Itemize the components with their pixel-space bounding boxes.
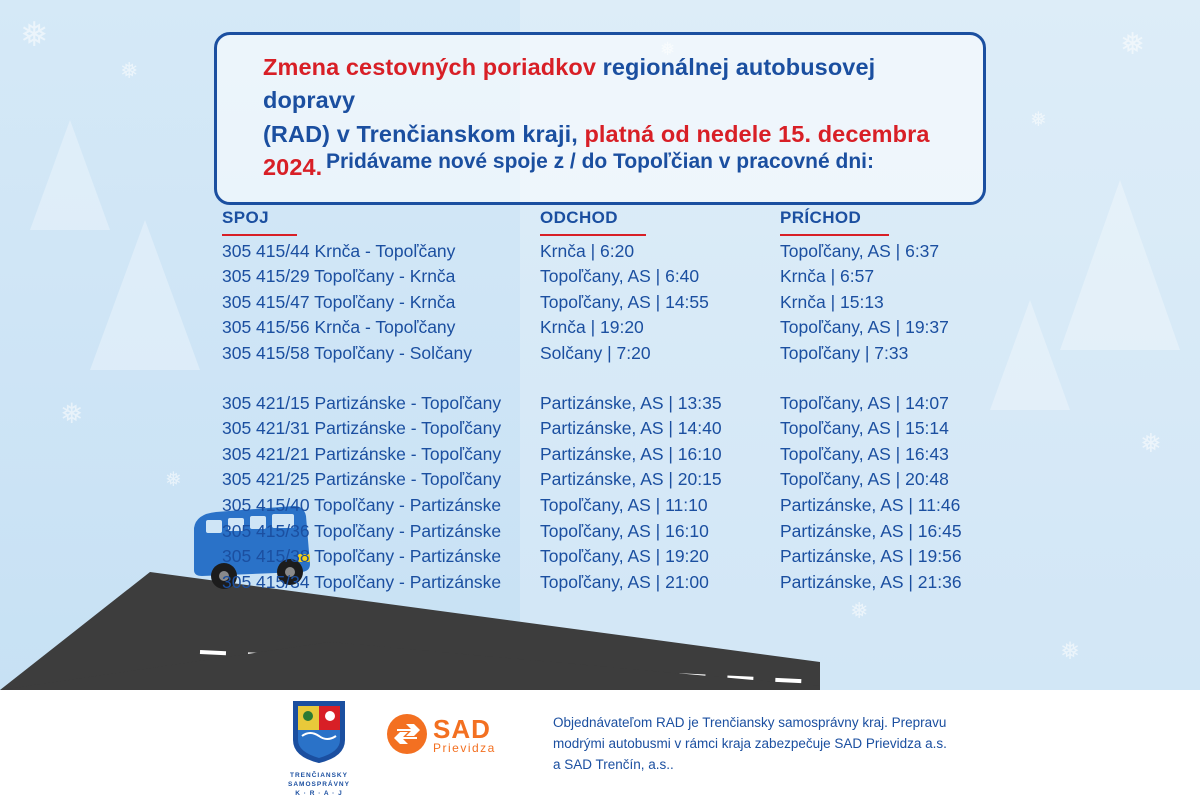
- table-row: [222, 391, 982, 417]
- table-group-1: [222, 239, 982, 367]
- cell-spoj: 305 415/47 Topoľčany - Krnča: [222, 291, 456, 312]
- cell-odchod: Partizánske, AS | 14:40: [540, 418, 722, 439]
- cell-prichod: Topoľčany, AS | 20:48: [780, 469, 949, 490]
- cell-spoj: 305 415/40 Topoľčany - Partizánske: [222, 494, 502, 515]
- cell-spoj: 305 415/44 Krnča - Topoľčany: [222, 240, 456, 261]
- cell-spoj: 305 415/29 Topoľčany - Krnča: [222, 266, 456, 287]
- cell-odchod: Topoľčany, AS | 16:10: [540, 520, 709, 541]
- table-row: [222, 442, 982, 468]
- cell-spoj: 305 415/36 Topoľčany - Partizánske: [222, 520, 502, 541]
- cell-odchod: Topoľčany, AS | 21:00: [540, 571, 709, 592]
- table-row: [222, 493, 982, 519]
- cell-prichod: Topoľčany, AS | 16:43: [780, 443, 949, 464]
- cell-prichod: Topoľčany, AS | 6:37: [780, 240, 940, 261]
- timetable: [222, 205, 982, 595]
- column-header-odchod: ODCHOD: [540, 205, 780, 239]
- table-group-2: [222, 391, 982, 596]
- column-header-spoj: SPOJ: [222, 205, 540, 239]
- cell-prichod: Partizánske, AS | 11:46: [780, 494, 961, 515]
- table-row: [222, 570, 982, 596]
- tsk-crest: [286, 700, 352, 798]
- cell-prichod: Topoľčany, AS | 15:14: [780, 418, 949, 439]
- cell-odchod: Partizánske, AS | 20:15: [540, 469, 722, 490]
- snowflake-icon: ❅: [120, 58, 139, 83]
- title-part-red-2: platná od nedele 15. decembra 2024.: [263, 120, 930, 181]
- cell-odchod: Krnča | 19:20: [540, 317, 644, 338]
- cell-spoj: 305 421/31 Partizánske - Topoľčany: [222, 418, 502, 439]
- cell-prichod: Partizánske, AS | 16:45: [780, 520, 962, 541]
- table-row: [222, 315, 982, 341]
- cell-odchod: Partizánske, AS | 16:10: [540, 443, 722, 464]
- title-part-blue-2: (RAD) v Trenčianskom kraji,: [263, 120, 585, 147]
- cell-spoj: 305 415/58 Topoľčany - Solčany: [222, 342, 472, 363]
- cell-prichod: Krnča | 15:13: [780, 291, 884, 312]
- cell-prichod: Topoľčany, AS | 14:07: [780, 392, 949, 413]
- footer-note: [553, 712, 983, 775]
- sad-subtitle: Prievidza: [433, 740, 496, 755]
- cell-odchod: Topoľčany, AS | 14:55: [540, 291, 709, 312]
- subtitle: Pridávame nové spoje z / do Topoľčian v pracovné dni:: [326, 150, 874, 173]
- sad-name: SAD: [433, 713, 491, 744]
- cell-prichod: Partizánske, AS | 21:36: [780, 571, 962, 592]
- sad-arrows-icon: [385, 712, 429, 756]
- cell-odchod: Solčany | 7:20: [540, 342, 651, 363]
- table-row: [222, 519, 982, 545]
- cell-prichod: Krnča | 6:57: [780, 266, 875, 287]
- table-row: [222, 544, 982, 570]
- table-header-row: [222, 205, 982, 239]
- title-part-red-1: Zmena cestovných poriadkov: [263, 54, 597, 80]
- snowflake-icon: ❅: [1120, 28, 1146, 61]
- coat-of-arms-icon: [290, 700, 348, 764]
- title-box: [214, 32, 986, 205]
- tree-decoration: [30, 120, 110, 230]
- snowflake-icon: ❅: [20, 16, 49, 54]
- cell-odchod: Partizánske, AS | 13:35: [540, 392, 722, 413]
- snowflake-icon: ❅: [1060, 638, 1081, 665]
- sad-prievidza-logo: [385, 712, 520, 756]
- cell-spoj: 305 421/25 Partizánske - Topoľčany: [222, 469, 502, 490]
- table-row: [222, 264, 982, 290]
- title-part-blue-1: regionálnej autobusovej dopravy: [263, 54, 876, 114]
- cell-odchod: Krnča | 6:20: [540, 240, 635, 261]
- snowflake-icon: ❅: [1140, 428, 1162, 458]
- table-row: [222, 467, 982, 493]
- cell-spoj: 305 415/34 Topoľčany - Partizánske: [222, 571, 502, 592]
- cell-odchod: Topoľčany, AS | 11:10: [540, 494, 708, 515]
- footer-note-line-2: modrými autobusmi v rámci kraja zabezpečuje SAD Prievidza a.s.: [553, 736, 947, 751]
- cell-prichod: Topoľčany | 7:33: [780, 342, 909, 363]
- title-line-1: [263, 51, 957, 118]
- cell-prichod: Partizánske, AS | 19:56: [780, 546, 962, 567]
- crest-caption: TRENČIANSKY SAMOSPRÁVNY K · R · A · J: [288, 772, 350, 797]
- cell-spoj: 305 421/15 Partizánske - Topoľčany: [222, 392, 502, 413]
- cell-odchod: Topoľčany, AS | 6:40: [540, 266, 700, 287]
- cell-spoj: 305 415/56 Krnča - Topoľčany: [222, 317, 456, 338]
- table-group-separator: [222, 367, 982, 391]
- table-row: [222, 290, 982, 316]
- snowflake-icon: ❅: [60, 398, 84, 429]
- tree-decoration: [90, 220, 200, 370]
- column-header-prichod: PRÍCHOD: [780, 205, 982, 239]
- table-row: [222, 341, 982, 367]
- cell-odchod: Topoľčany, AS | 19:20: [540, 546, 709, 567]
- table-row: [222, 416, 982, 442]
- tree-decoration: [990, 300, 1070, 410]
- snowflake-icon: ❅: [165, 469, 182, 491]
- table-row: [222, 239, 982, 265]
- footer-note-line-3: a SAD Trenčín, a.s..: [553, 757, 674, 772]
- cell-spoj: 305 415/38 Topoľčany - Partizánske: [222, 546, 502, 567]
- footer-note-line-1: Objednávateľom RAD je Trenčiansky samosprávny kraj. Prepravu: [553, 715, 947, 730]
- tree-decoration: [1060, 180, 1180, 350]
- cell-spoj: 305 421/21 Partizánske - Topoľčany: [222, 443, 502, 464]
- cell-prichod: Topoľčany, AS | 19:37: [780, 317, 949, 338]
- snowflake-icon: ❅: [850, 598, 869, 623]
- snowflake-icon: ❅: [1030, 109, 1047, 131]
